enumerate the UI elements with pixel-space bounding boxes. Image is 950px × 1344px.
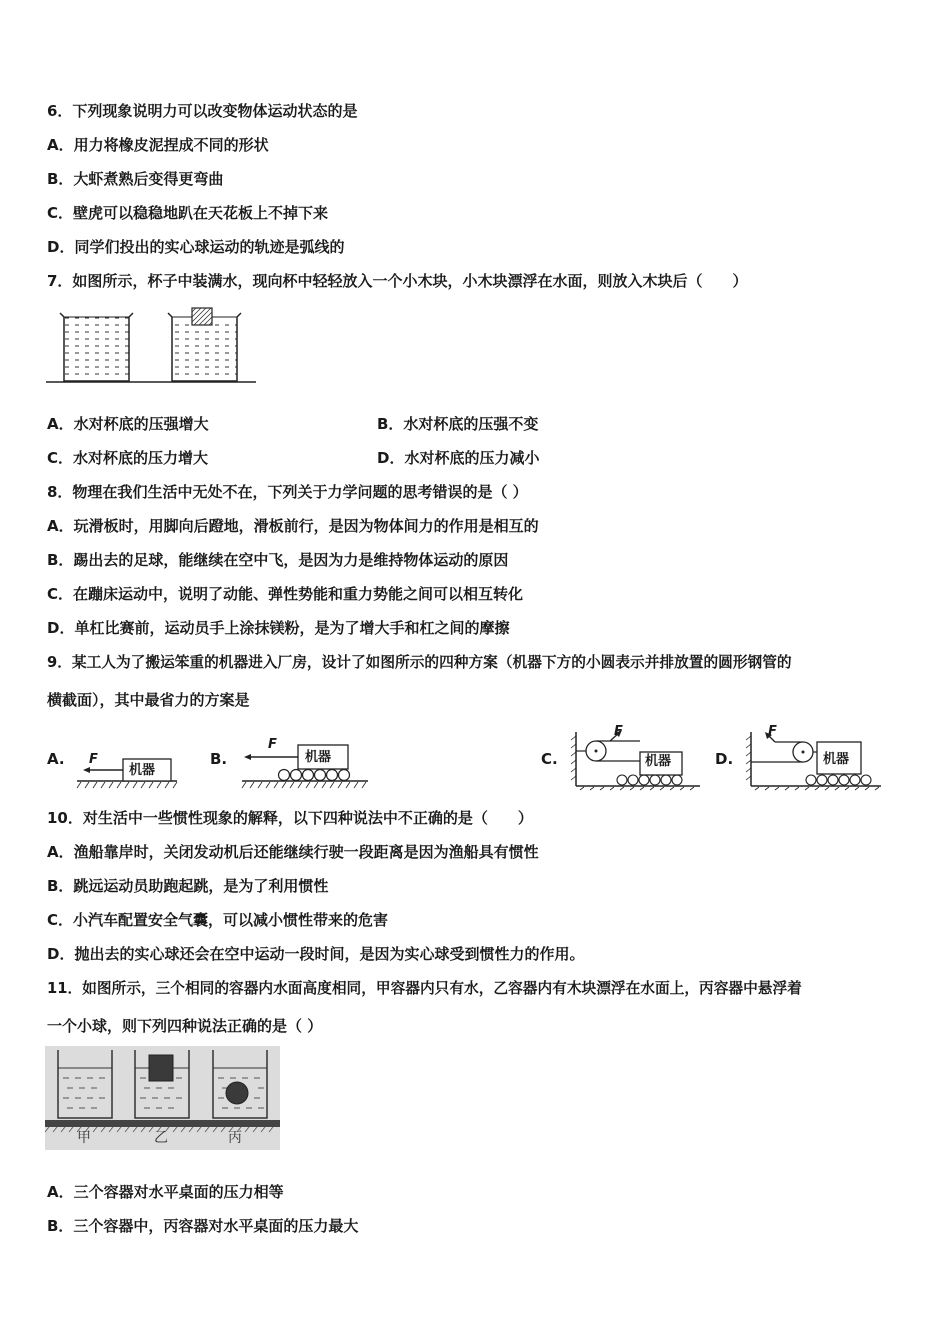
q9-stem-line2: 横截面），其中最省力的方案是 [47,691,250,709]
force-label-a: F [89,752,98,767]
container-label-jia: 甲 [77,1130,91,1146]
q7-option-d: D．水对杯底的压力减小 [377,449,540,467]
q8-option-a: A．玩滑板时，用脚向后蹬地，滑板前行，是因为物体间力的作用是相互的 [47,517,539,535]
force-label-c: F [614,724,623,739]
q10-option-c: C．小汽车配置安全气囊，可以减小惯性带来的危害 [47,911,389,929]
container-label-yi: 乙 [154,1130,168,1146]
q11-stem-line2: 一个小球，则下列四种说法正确的是（ ） [47,1017,323,1035]
q9-stem-line1: 9．某工人为了搬运笨重的机器进入厂房，设计了如图所示的四种方案（机器下方的小圆表示并排放置的圆形钢管的 [47,654,792,671]
q7-stem: 7．如图所示，杯子中装满水，现向杯中轻轻放入一个小木块，小木块漂浮在水面，则放入木块后（ ） [47,272,748,290]
q6-stem: 6．下列现象说明力可以改变物体运动状态的是 [47,102,358,120]
q7-option-b: B．水对杯底的压强不变 [377,415,539,433]
q9-figure-d [745,730,885,790]
q6-option-a: A．用力将橡皮泥捏成不同的形状 [47,136,269,154]
q11-option-b: B．三个容器中，丙容器对水平桌面的压力最大 [47,1217,359,1235]
q8-option-b: B．踢出去的足球，能继续在空中飞，是因为力是维持物体运动的原因 [47,551,509,569]
q11-stem-line1: 11．如图所示，三个相同的容器内水面高度相同，甲容器内只有水，乙容器内有木块漂浮在水面上，丙容器中悬浮着 [47,980,802,997]
machine-label-d: 机器 [823,752,850,767]
q6-option-d: D．同学们投出的实心球运动的轨迹是弧线的 [47,238,345,256]
q9-label-b: B. [210,750,228,768]
q6-option-b: B．大虾煮熟后变得更弯曲 [47,170,224,188]
q6-option-c: C．壁虎可以稳稳地趴在天花板上不掉下来 [47,204,329,222]
q11-option-a: A．三个容器对水平桌面的压力相等 [47,1183,284,1201]
q7-option-a: A．水对杯底的压强增大 [47,415,209,433]
machine-label-a: 机器 [129,763,156,778]
q8-option-d: D．单杠比赛前，运动员手上涂抹镁粉，是为了增大手和杠之间的摩擦 [47,619,510,637]
container-label-bing: 丙 [228,1130,242,1146]
suspended-ball [226,1082,248,1104]
q9-label-c: C. [541,750,558,768]
cup-without-block [60,313,133,381]
q10-option-b: B．跳远运动员助跑起跳，是为了利用惯性 [47,877,329,895]
force-label-d: F [768,724,777,739]
floating-wood-block [149,1055,173,1081]
cup-with-block [168,308,241,381]
q10-option-d: D．抛出去的实心球还会在空中运动一段时间，是因为实心球受到惯性力的作用。 [47,945,585,963]
q9-figure-c [570,730,705,790]
machine-label-c: 机器 [645,754,672,769]
q7-option-c: C．水对杯底的压力增大 [47,449,209,467]
machine-label-b: 机器 [305,750,332,765]
q10-stem: 10．对生活中一些惯性现象的解释，以下四种说法中不正确的是（ ） [47,809,533,827]
q10-option-a: A．渔船靠岸时，关闭发动机后还能继续行驶一段距离是因为渔船具有惯性 [47,843,539,861]
q9-label-a: A. [47,750,65,768]
q8-option-c: C．在蹦床运动中，说明了动能、弹性势能和重力势能之间可以相互转化 [47,585,524,603]
q7-cups-figure [44,308,259,388]
q8-stem: 8．物理在我们生活中无处不在，下列关于力学问题的思考错误的是（ ） [47,483,528,501]
q9-label-d: D. [715,750,734,768]
force-label-b: F [268,737,277,752]
